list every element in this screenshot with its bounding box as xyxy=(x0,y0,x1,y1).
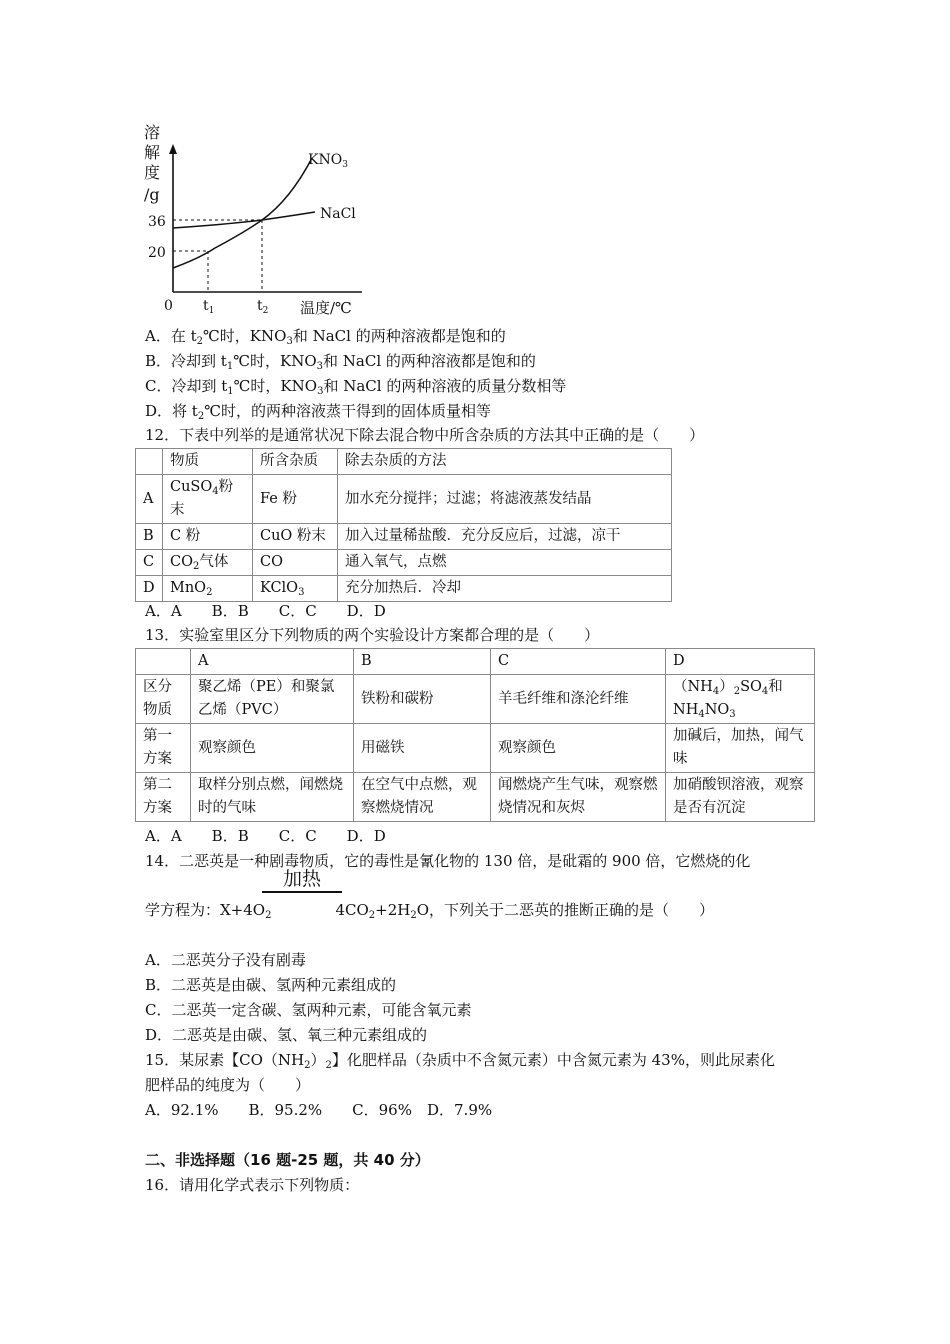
table-cell: CuSO$_4$粉 末 xyxy=(163,475,253,524)
table-cell: 取样分别点燃，闻燃烧时的气味 xyxy=(191,773,354,822)
q12-title: 12．下表中列举的是通常状况下除去混合物中所含杂质的方法其中正确的是（ ） xyxy=(145,426,705,444)
table-cell: KClO$_3$ xyxy=(253,576,338,602)
table-header xyxy=(136,649,815,675)
table-cell: C xyxy=(136,550,163,576)
chart-ylabel-2: 解 xyxy=(144,143,161,162)
table-row xyxy=(136,773,815,822)
table-cell: 闻燃烧产生气味，观察燃烧情况和灰烬 xyxy=(491,773,666,822)
section-heading: 二、非选择题（16 题-25 题，共 40 分） xyxy=(145,1151,430,1169)
q16-title: 16．请用化学式表示下列物质： xyxy=(145,1176,360,1194)
table-cell: B xyxy=(136,524,163,550)
table-cell: 铁粉和碳粉 xyxy=(354,675,491,724)
table-cell: D xyxy=(136,576,163,602)
tick-36: 36 xyxy=(148,214,166,230)
table-cell xyxy=(136,649,191,675)
table-cell: 羊毛纤维和涤沦纤维 xyxy=(491,675,666,724)
table-cell: 在空气中点燃，观察燃烧情况 xyxy=(354,773,491,822)
table-cell: $(NH_4)_2SO_4$和 $NH_4NO_3$ xyxy=(666,675,815,724)
table-cell: 第二方案 xyxy=(136,773,191,822)
table-cell: D xyxy=(666,649,815,675)
q11-option-b: B．冷却到 $t_1℃$时，$KNO_3$和 NaCl 的两种溶液都是饱和的 xyxy=(145,352,536,372)
table-row xyxy=(136,724,815,773)
q14-option-c: C．二恶英一定含碳、氢两种元素，可能含氧元素 xyxy=(145,1001,472,1019)
chart-ylabel-1: 溶 xyxy=(144,123,161,142)
q11-option-a: A．在 $t_2℃$时，$KNO_3$和 NaCl 的两种溶液都是饱和的 xyxy=(145,327,506,347)
q14-option-a: A．二恶英分子没有剧毒 xyxy=(145,951,306,969)
table-cell: 加水充分搅拌；过滤；将滤液蒸发结晶 xyxy=(338,475,672,524)
table-cell: 观察颜色 xyxy=(491,724,666,773)
q11-option-c: C．冷却到 $t_1℃$时，$KNO_3$和 NaCl 的两种溶液的质量分数相等 xyxy=(145,377,567,397)
table-cell: 加硝酸钡溶液，观察是否有沉淀 xyxy=(666,773,815,822)
q12-options: A．A B．B C．C D．D xyxy=(145,602,386,620)
q15-line2: 肥样品的纯度为（ ） xyxy=(145,1076,311,1094)
chart-ylabel-3: 度 xyxy=(144,163,161,182)
table-cell: 通入氧气，点燃 xyxy=(338,550,672,576)
series-label-nacl: NaCl xyxy=(320,206,356,222)
tick-20: 20 xyxy=(148,245,166,261)
table-cell: MnO$_2$ xyxy=(163,576,253,602)
table-cell: 所含杂质 xyxy=(253,449,338,475)
q14-equation-line: 学方程为：$X+4O_2$ $4CO_2+2H_2O$，下列关于二恶英的推断正确的是（ ） xyxy=(145,901,715,921)
q15-options: A．92.1% B．95.2% C．96% D．7.9% xyxy=(145,1101,493,1119)
table-cell: CO xyxy=(253,550,338,576)
table-cell: 观察颜色 xyxy=(191,724,354,773)
solubility-chart xyxy=(140,120,370,315)
table-cell: 物质 xyxy=(163,449,253,475)
table-cell xyxy=(136,449,163,475)
heat-label: 加热 xyxy=(282,868,321,890)
series-label-kno3: $KNO_3$ xyxy=(308,152,348,170)
tick-origin: 0 xyxy=(164,298,173,314)
table-cell: $CO_2$气体 xyxy=(163,550,253,576)
q11-option-d: D．将 $t_2℃$时，的两种溶液蒸干得到的固体质量相等 xyxy=(145,402,491,422)
heat-condition xyxy=(262,868,342,893)
table-cell: A xyxy=(136,475,163,524)
tick-t1: $t_1$ xyxy=(203,298,215,315)
nacl-curve xyxy=(173,212,315,228)
table-cell: 区分物质 xyxy=(136,675,191,724)
q15-line1: 15．某尿素【$CO(NH_2)_2$】化肥样品（杂质中不含氮元素）中含氮元素为 43%，则此尿素化 xyxy=(145,1051,775,1071)
table-cell: C 粉 xyxy=(163,524,253,550)
q14-option-b: B．二恶英是由碳、氢两种元素组成的 xyxy=(145,976,397,994)
table-row xyxy=(136,475,672,524)
q14-option-d: D．二恶英是由碳、氢、氧三种元素组成的 xyxy=(145,1026,428,1044)
table-cell: A xyxy=(191,649,354,675)
table-row xyxy=(136,550,672,576)
table-cell: B xyxy=(354,649,491,675)
table-header xyxy=(136,449,672,475)
table-row xyxy=(136,524,672,550)
table-cell: C xyxy=(491,649,666,675)
q13-title: 13．实验室里区分下列物质的两个实验设计方案都合理的是（ ） xyxy=(145,626,600,644)
table-cell: 加碱后，加热，闻气味 xyxy=(666,724,815,773)
q13-table xyxy=(135,648,815,822)
table-cell: Fe 粉 xyxy=(253,475,338,524)
table-cell: 加入过量稀盐酸．充分反应后，过滤，凉干 xyxy=(338,524,672,550)
table-cell: 第一方案 xyxy=(136,724,191,773)
chart-ylabel-4: /g xyxy=(144,185,160,204)
table-cell: 用磁铁 xyxy=(354,724,491,773)
reaction-bar xyxy=(262,891,342,893)
q13-options: A．A B．B C．C D．D xyxy=(145,827,386,845)
y-axis-arrow xyxy=(169,144,177,154)
table-cell: 聚乙烯（PE）和聚氯乙烯（PVC） xyxy=(191,675,354,724)
table-row xyxy=(136,576,672,602)
table-cell: 充分加热后．冷却 xyxy=(338,576,672,602)
chart-xlabel: 温度/℃ xyxy=(300,299,352,315)
table-cell: CuO 粉末 xyxy=(253,524,338,550)
q14-line1: 14．二恶英是一种剧毒物质，它的毒性是氰化物的 130 倍，是砒霜的 900 倍，它燃烧的化 xyxy=(145,852,751,870)
table-cell: 除去杂质的方法 xyxy=(338,449,672,475)
table-row xyxy=(136,675,815,724)
q12-table xyxy=(135,448,672,602)
tick-t2: $t_2$ xyxy=(257,298,269,315)
